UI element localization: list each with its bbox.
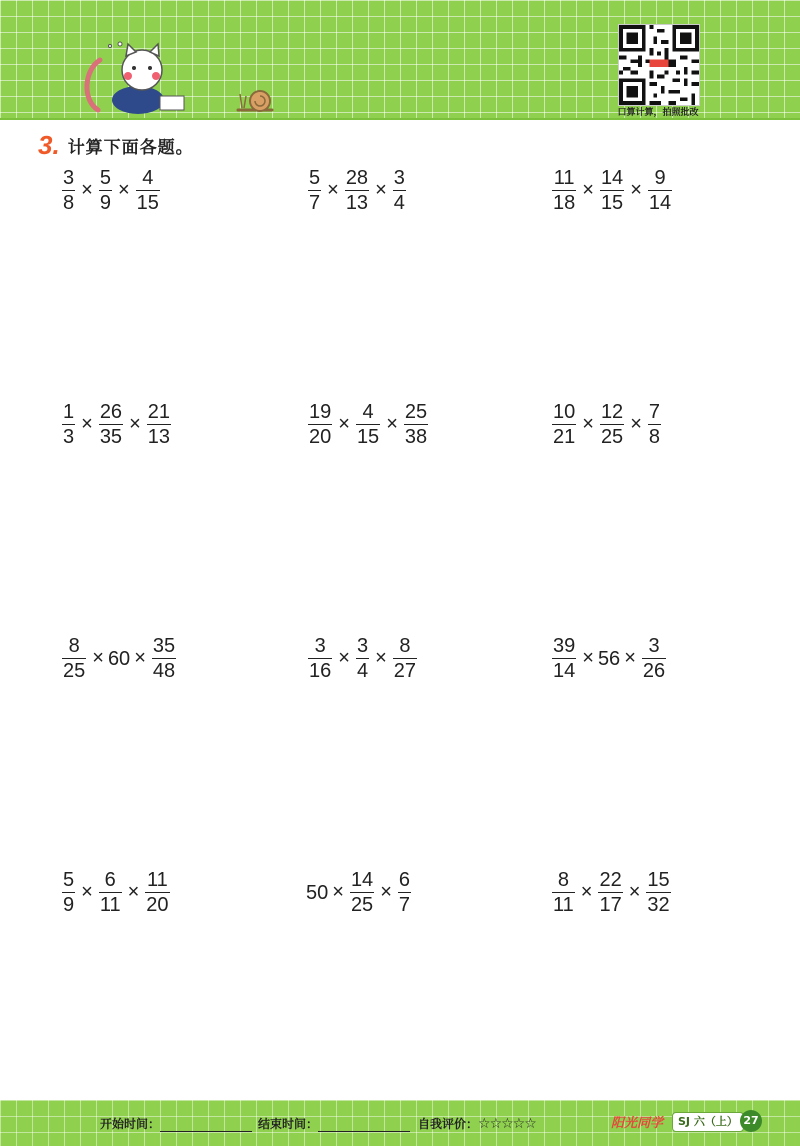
numerator: 3 — [314, 635, 326, 657]
denominator: 8 — [648, 426, 660, 448]
numerator: 19 — [309, 401, 332, 423]
start-time-field[interactable] — [100, 1115, 252, 1132]
fraction — [99, 400, 123, 449]
multiply-sign: × — [580, 881, 593, 903]
numerator: 5 — [99, 167, 111, 189]
fraction — [552, 400, 576, 449]
multiply-sign: × — [327, 179, 339, 201]
denominator: 4 — [393, 192, 405, 214]
fraction — [398, 868, 411, 917]
whole-number: 56 — [597, 647, 621, 670]
fraction — [552, 634, 576, 683]
denominator: 20 — [146, 894, 169, 916]
numerator: 26 — [99, 401, 123, 423]
fraction — [600, 400, 624, 449]
numerator: 14 — [600, 167, 624, 189]
denominator: 13 — [147, 426, 170, 448]
whole-number: 60 — [107, 647, 131, 670]
fraction — [404, 400, 428, 449]
math-expression — [550, 400, 663, 449]
numerator: 4 — [142, 167, 154, 189]
multiply-sign: × — [81, 881, 93, 903]
multiply-sign: × — [129, 413, 141, 435]
denominator: 4 — [356, 660, 369, 682]
multiply-sign: × — [338, 647, 350, 669]
self-rating — [418, 1115, 536, 1132]
denominator: 9 — [99, 192, 111, 214]
denominator: 14 — [648, 192, 672, 214]
multiply-sign: × — [582, 179, 594, 201]
math-expression — [60, 166, 162, 215]
math-expression — [60, 400, 173, 449]
numerator: 35 — [152, 635, 176, 657]
multiply-sign: × — [375, 647, 387, 669]
numerator: 1 — [63, 401, 75, 423]
denominator: 14 — [553, 660, 576, 682]
fraction — [598, 868, 622, 917]
fraction — [152, 634, 176, 683]
denominator: 16 — [309, 660, 332, 682]
denominator: 3 — [63, 426, 75, 448]
denominator: 32 — [647, 894, 670, 916]
fraction — [145, 868, 169, 917]
numerator: 9 — [654, 167, 666, 189]
denominator: 25 — [600, 426, 624, 448]
denominator: 27 — [393, 660, 416, 682]
fraction — [62, 400, 75, 449]
denominator: 8 — [63, 192, 75, 214]
numerator: 21 — [147, 401, 170, 423]
fraction — [62, 868, 75, 917]
denominator: 11 — [99, 894, 121, 916]
grade-badge: SJ 六（上） — [672, 1112, 744, 1132]
fraction — [308, 634, 332, 683]
math-expression — [550, 868, 673, 917]
header-banner — [0, 0, 800, 120]
fraction — [62, 634, 86, 683]
multiply-sign: × — [628, 881, 641, 903]
problem-item — [306, 868, 550, 946]
fraction — [552, 166, 576, 215]
numerator: 11 — [553, 167, 575, 189]
math-expression — [306, 868, 413, 917]
self-rating-label: 自我评价： — [418, 1117, 479, 1131]
fraction — [99, 166, 112, 215]
numerator: 8 — [68, 635, 80, 657]
fraction — [308, 400, 332, 449]
end-time-field[interactable] — [258, 1115, 410, 1132]
denominator: 13 — [345, 192, 369, 214]
multiply-sign: × — [630, 413, 642, 435]
numerator: 10 — [553, 401, 576, 423]
multiply-sign: × — [338, 413, 350, 435]
numerator: 8 — [557, 869, 569, 891]
fraction — [648, 166, 672, 215]
math-expression — [550, 166, 674, 215]
fraction — [646, 868, 670, 917]
fraction — [356, 400, 380, 449]
qr-code[interactable] — [618, 24, 700, 106]
snail-illustration — [236, 84, 278, 114]
fraction — [642, 634, 666, 683]
denominator: 9 — [63, 894, 75, 916]
fraction — [393, 634, 417, 683]
multiply-sign: × — [332, 881, 344, 903]
section-number: 3. — [38, 129, 60, 160]
footer-bar — [0, 1100, 800, 1146]
rating-stars[interactable]: ☆☆☆☆☆ — [478, 1116, 536, 1132]
math-expression — [306, 166, 408, 215]
denominator: 18 — [553, 192, 576, 214]
numerator: 7 — [648, 401, 660, 423]
problem-item — [60, 868, 306, 946]
problem-item — [550, 868, 780, 946]
denominator: 35 — [99, 426, 123, 448]
numerator: 12 — [600, 401, 624, 423]
numerator: 3 — [63, 167, 75, 189]
problem-item — [60, 634, 306, 868]
numerator: 4 — [362, 401, 374, 423]
problem-item — [306, 634, 550, 868]
math-expression — [60, 868, 172, 917]
problem-item — [306, 166, 550, 400]
multiply-sign: × — [624, 647, 636, 669]
denominator: 20 — [309, 426, 332, 448]
fraction — [308, 166, 321, 215]
denominator: 25 — [350, 894, 374, 916]
fraction — [600, 166, 624, 215]
fraction — [648, 400, 661, 449]
section-title: 计算下面各题。 — [67, 137, 194, 158]
numerator: 6 — [104, 869, 116, 891]
multiply-sign: × — [630, 179, 642, 201]
end-time-line[interactable] — [318, 1119, 410, 1132]
numerator: 5 — [309, 167, 321, 189]
fraction — [356, 634, 369, 683]
denominator: 21 — [553, 426, 576, 448]
math-expression — [550, 634, 668, 683]
fraction — [350, 868, 374, 917]
numerator: 15 — [647, 869, 670, 891]
denominator: 7 — [309, 192, 321, 214]
numerator: 8 — [399, 635, 411, 657]
denominator: 48 — [152, 660, 176, 682]
denominator: 17 — [599, 894, 622, 916]
problem-item — [550, 166, 780, 400]
brand-logo: 阳光同学 — [610, 1115, 663, 1131]
numerator: 22 — [599, 869, 622, 891]
problem-item — [550, 634, 780, 868]
numerator: 14 — [350, 869, 374, 891]
denominator: 15 — [136, 192, 159, 214]
numerator: 28 — [345, 167, 369, 189]
denominator: 26 — [642, 660, 666, 682]
numerator: 39 — [553, 635, 576, 657]
cat-illustration — [80, 40, 190, 116]
start-time-label: 开始时间： — [100, 1117, 161, 1131]
numerator: 3 — [648, 635, 660, 657]
denominator: 38 — [404, 426, 428, 448]
numerator: 3 — [393, 167, 405, 189]
numerator: 25 — [404, 401, 428, 423]
multiply-sign: × — [582, 647, 594, 669]
fraction — [552, 868, 575, 917]
multiply-sign: × — [92, 647, 104, 669]
multiply-sign: × — [134, 647, 146, 669]
math-expression — [60, 634, 178, 683]
numerator: 5 — [63, 869, 75, 891]
page-number: 27 — [740, 1110, 762, 1132]
multiply-sign: × — [81, 179, 93, 201]
qr-caption: 口算计算，拍照批改 — [617, 108, 699, 118]
start-time-line[interactable] — [160, 1119, 252, 1132]
problem-item — [550, 400, 780, 634]
multiply-sign: × — [380, 881, 392, 903]
denominator: 25 — [63, 660, 86, 682]
problem-item — [60, 166, 306, 400]
whole-number: 50 — [306, 881, 329, 904]
problem-grid — [60, 166, 780, 946]
fraction — [345, 166, 369, 215]
math-expression — [306, 400, 430, 449]
denominator: 11 — [553, 894, 574, 916]
numerator: 3 — [356, 635, 369, 657]
multiply-sign: × — [375, 179, 387, 201]
numerator: 6 — [398, 869, 410, 891]
numerator: 11 — [147, 869, 168, 891]
fraction — [136, 166, 160, 215]
section-heading — [38, 128, 194, 162]
multiply-sign: × — [117, 179, 130, 201]
problem-item — [60, 400, 306, 634]
fraction — [147, 400, 171, 449]
denominator: 15 — [356, 426, 380, 448]
multiply-sign: × — [127, 881, 140, 903]
multiply-sign: × — [386, 413, 398, 435]
math-expression — [306, 634, 419, 683]
fraction — [393, 166, 406, 215]
end-time-label: 结束时间： — [258, 1117, 319, 1131]
denominator: 15 — [600, 192, 624, 214]
denominator: 7 — [398, 894, 410, 916]
fraction — [62, 166, 75, 215]
multiply-sign: × — [81, 413, 93, 435]
problem-item — [306, 400, 550, 634]
fraction — [99, 868, 122, 917]
multiply-sign: × — [582, 413, 594, 435]
